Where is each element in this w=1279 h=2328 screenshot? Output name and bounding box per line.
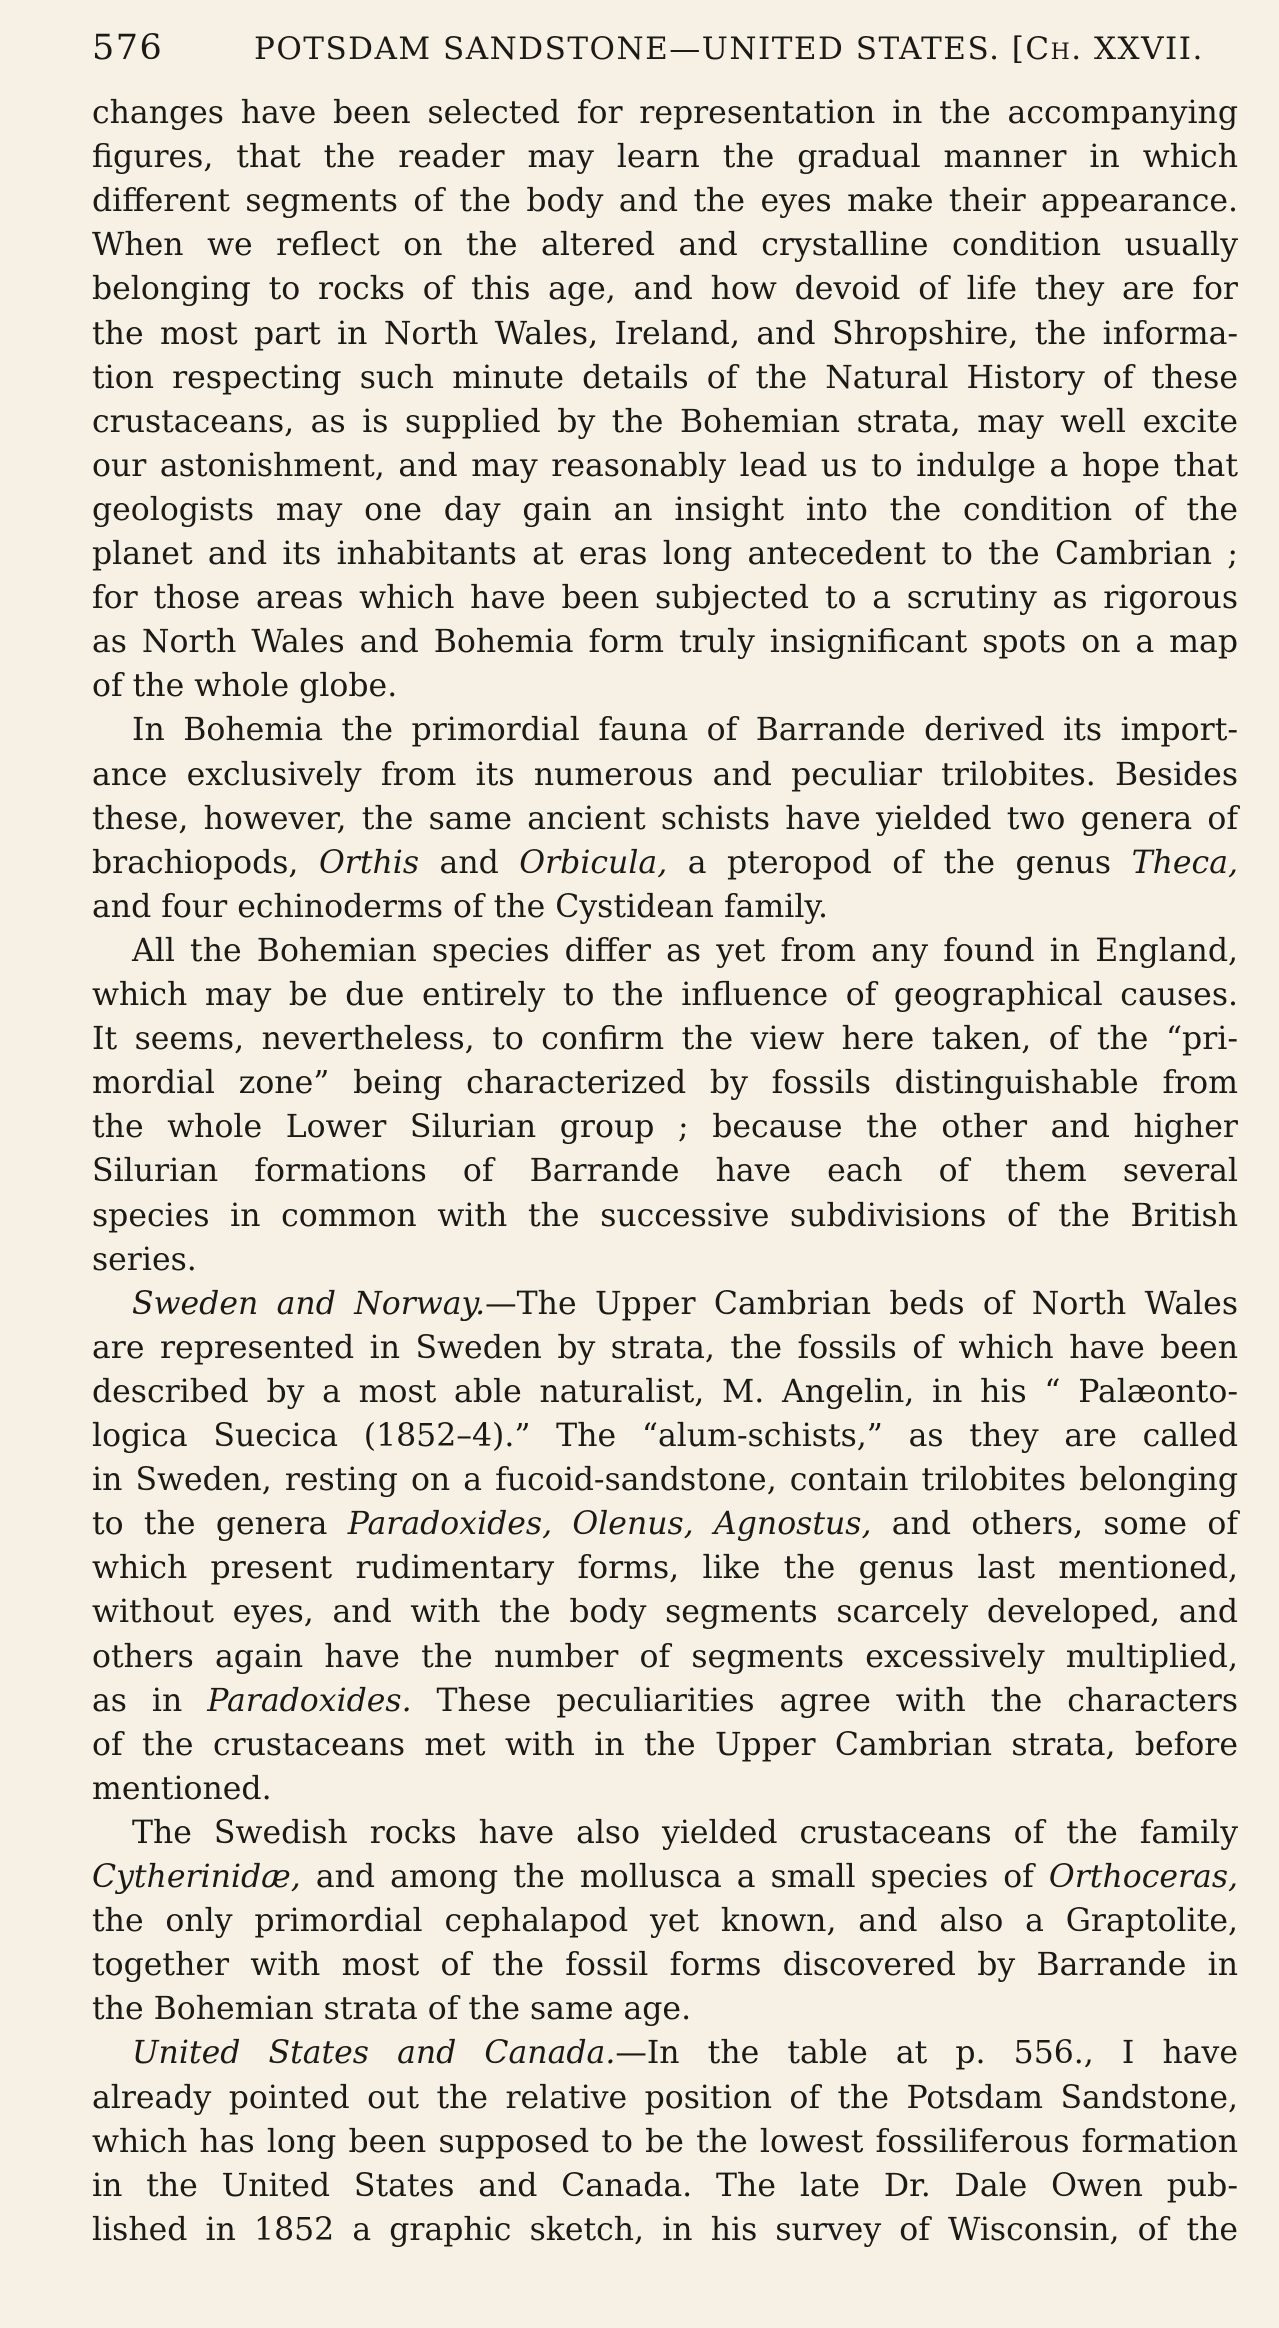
text-segment: It seems, nevertheless, to confirm the view here taken, of the “pri- — [92, 1021, 1238, 1058]
text-line — [92, 664, 1238, 708]
text-line — [92, 2208, 1238, 2252]
text-line — [92, 1238, 1238, 1282]
text-segment: logica Suecica (1852–4).” The “alum-schists,” as they are called — [92, 1418, 1238, 1454]
text-line — [132, 929, 1238, 973]
text-segment: crustaceans, as is supplied by the Bohemian strata, may well excite — [92, 403, 1238, 440]
text-segment: tion respecting such minute details of the Natural History of these — [92, 359, 1238, 396]
text-segment: series. — [92, 1241, 197, 1278]
italic-term: Paradoxides, Olenus, Agnostus, — [347, 1506, 872, 1543]
text-segment: The Swedish rocks have also yielded crustaceans of the family — [132, 1814, 1238, 1851]
running-title: POTSDAM SANDSTONE—UNITED STATES. [Ch. XXVII. — [254, 31, 1204, 67]
text-segment: figures, that the reader may learn the gradual manner in which — [92, 139, 1238, 176]
text-line — [92, 1679, 1238, 1723]
text-segment: —The Upper Cambrian beds of North Wales — [485, 1285, 1238, 1322]
text-segment: When we reflect on the altered and crystalline condition usually — [92, 227, 1238, 264]
text-segment: and among the mollusca a small species of — [300, 1859, 1049, 1895]
text-line — [92, 1546, 1238, 1590]
text-segment: and others, some of — [871, 1506, 1239, 1543]
text-segment: as North Wales and Bohemia form truly insignificant spots on a map — [92, 624, 1238, 661]
text-segment: these, however, the same ancient schists have yielded two genera of — [92, 800, 1238, 837]
text-line — [92, 400, 1238, 444]
text-segment: planet and its inhabitants at eras long antecedent to the Cambrian ; — [92, 536, 1238, 572]
text-segment: brachiopods, — [92, 844, 319, 881]
text-segment: All the Bohemian species differ as yet from any found in England, — [132, 932, 1238, 969]
text-line — [92, 885, 1238, 929]
text-line — [92, 532, 1238, 576]
text-segment: the Bohemian strata of the same age. — [92, 1991, 692, 2028]
text-segment: our astonishment, and may reasonably lead us to indulge a hope that — [92, 447, 1238, 484]
text-line — [92, 841, 1238, 885]
italic-term: Orthoceras, — [1048, 1859, 1238, 1895]
text-line — [92, 179, 1238, 223]
text-segment: of the crustaceans met with in the Upper Cambrian strata, before — [92, 1726, 1238, 1763]
text-segment: which may be due entirely to the influence of geographical causes. — [92, 977, 1238, 1013]
text-line — [92, 1590, 1238, 1634]
text-segment: the most part in North Wales, Ireland, and Shropshire, the informa- — [92, 315, 1238, 352]
text-line — [92, 1105, 1238, 1149]
text-segment: lished in 1852 a graphic sketch, in his survey of Wisconsin, of the — [92, 2211, 1238, 2248]
text-line — [132, 708, 1238, 752]
text-line — [92, 797, 1238, 841]
text-line — [92, 973, 1238, 1017]
text-segment: belonging to rocks of this age, and how devoid of life they are for — [92, 271, 1238, 308]
text-segment: in the United States and Canada. The late Dr. Dale Owen pub- — [92, 2167, 1238, 2204]
text-line — [92, 488, 1238, 532]
text-line — [132, 1282, 1238, 1326]
text-segment: different segments of the body and the eyes make their appearance. — [92, 183, 1238, 220]
italic-term: Cytherinidæ, — [92, 1859, 301, 1895]
text-segment: and — [419, 844, 520, 881]
text-segment: and four echinoderms of the Cystidean family. — [92, 888, 829, 925]
text-segment: without eyes, and with the body segments scarcely developed, and — [92, 1594, 1238, 1631]
italic-term: Sweden and Norway. — [132, 1285, 486, 1322]
text-segment: which present rudimentary forms, like the genus last mentioned, — [92, 1550, 1238, 1587]
text-segment: These peculiarities agree with the characters — [411, 1682, 1238, 1719]
text-segment: ance exclusively from its numerous and peculiar trilobites. Besides — [92, 756, 1238, 793]
italic-term: Orthis — [318, 844, 420, 881]
text-line — [92, 1723, 1238, 1767]
text-line — [92, 1943, 1238, 1987]
text-line — [92, 91, 1238, 135]
text-segment: already pointed out the relative position of the Potsdam Sandstone, — [92, 2079, 1238, 2116]
text-line — [92, 2120, 1238, 2164]
text-segment: the whole Lower Silurian group ; because the other and higher — [92, 1109, 1238, 1146]
text-segment: a pteropod of the genus — [667, 844, 1132, 881]
text-segment: together with most of the fossil forms discovered by Barrande in — [92, 1947, 1238, 1984]
text-line — [92, 135, 1238, 179]
text-line — [92, 1987, 1238, 2031]
text-line — [92, 1458, 1238, 1502]
text-segment: of the whole globe. — [92, 668, 398, 705]
text-segment: in Sweden, resting on a fucoid-sandstone, contain trilobites belonging — [92, 1462, 1238, 1499]
text-line — [92, 1855, 1238, 1899]
text-line — [92, 753, 1238, 797]
text-segment: to the genera — [92, 1506, 348, 1543]
text-segment: Silurian formations of Barrande have each of them several — [92, 1153, 1238, 1190]
text-line — [92, 2076, 1238, 2120]
text-line — [92, 1899, 1238, 1943]
text-line — [92, 267, 1238, 311]
text-line — [92, 1149, 1238, 1193]
text-segment: as in — [92, 1682, 208, 1719]
text-segment: —In the table at p. 556., I have — [615, 2035, 1238, 2072]
text-segment: species in common with the successive subdivisions of the British — [92, 1197, 1238, 1234]
text-line — [92, 223, 1238, 267]
text-line — [92, 1502, 1238, 1546]
text-segment: geologists may one day gain an insight into the condition of the — [92, 491, 1238, 528]
text-line — [92, 1017, 1238, 1061]
text-line — [132, 1811, 1238, 1855]
text-segment: are represented in Sweden by strata, the fossils of which have been — [92, 1329, 1238, 1366]
text-segment: changes have been selected for representation in the accompanying — [92, 95, 1238, 131]
text-line — [132, 2031, 1238, 2075]
text-line — [92, 1414, 1238, 1458]
italic-term: United States and Canada. — [132, 2035, 616, 2072]
text-line — [92, 1326, 1238, 1370]
italic-term: Theca, — [1131, 844, 1238, 881]
text-line — [92, 1194, 1238, 1238]
text-segment: In Bohemia the primordial fauna of Barrande derived its import- — [132, 712, 1238, 749]
italic-term: Orbicula, — [519, 844, 668, 881]
text-line — [92, 356, 1238, 400]
running-header — [92, 28, 1238, 72]
text-segment: mentioned. — [92, 1770, 272, 1807]
text-segment: described by a most able naturalist, M. Angelin, in his “ Palæonto- — [92, 1373, 1238, 1410]
text-segment: which has long been supposed to be the lowest fossiliferous formation — [92, 2123, 1238, 2160]
text-line — [92, 1061, 1238, 1105]
text-segment: others again have the number of segments excessively multiplied, — [92, 1638, 1238, 1675]
text-line — [92, 2164, 1238, 2208]
text-line — [92, 576, 1238, 620]
text-line — [92, 444, 1238, 488]
text-line — [92, 1767, 1238, 1811]
text-line — [92, 1635, 1238, 1679]
italic-term: Paradoxides. — [207, 1682, 412, 1719]
page-number: 576 — [92, 28, 164, 68]
text-segment: the only primordial cephalapod yet known, and also a Graptolite, — [92, 1903, 1238, 1940]
text-line — [92, 1370, 1238, 1414]
text-line — [92, 312, 1238, 356]
text-segment: mordial zone” being characterized by fossils distinguishable from — [92, 1065, 1238, 1102]
text-line — [92, 620, 1238, 664]
text-segment: for those areas which have been subjected to a scrutiny as rigorous — [92, 580, 1238, 617]
